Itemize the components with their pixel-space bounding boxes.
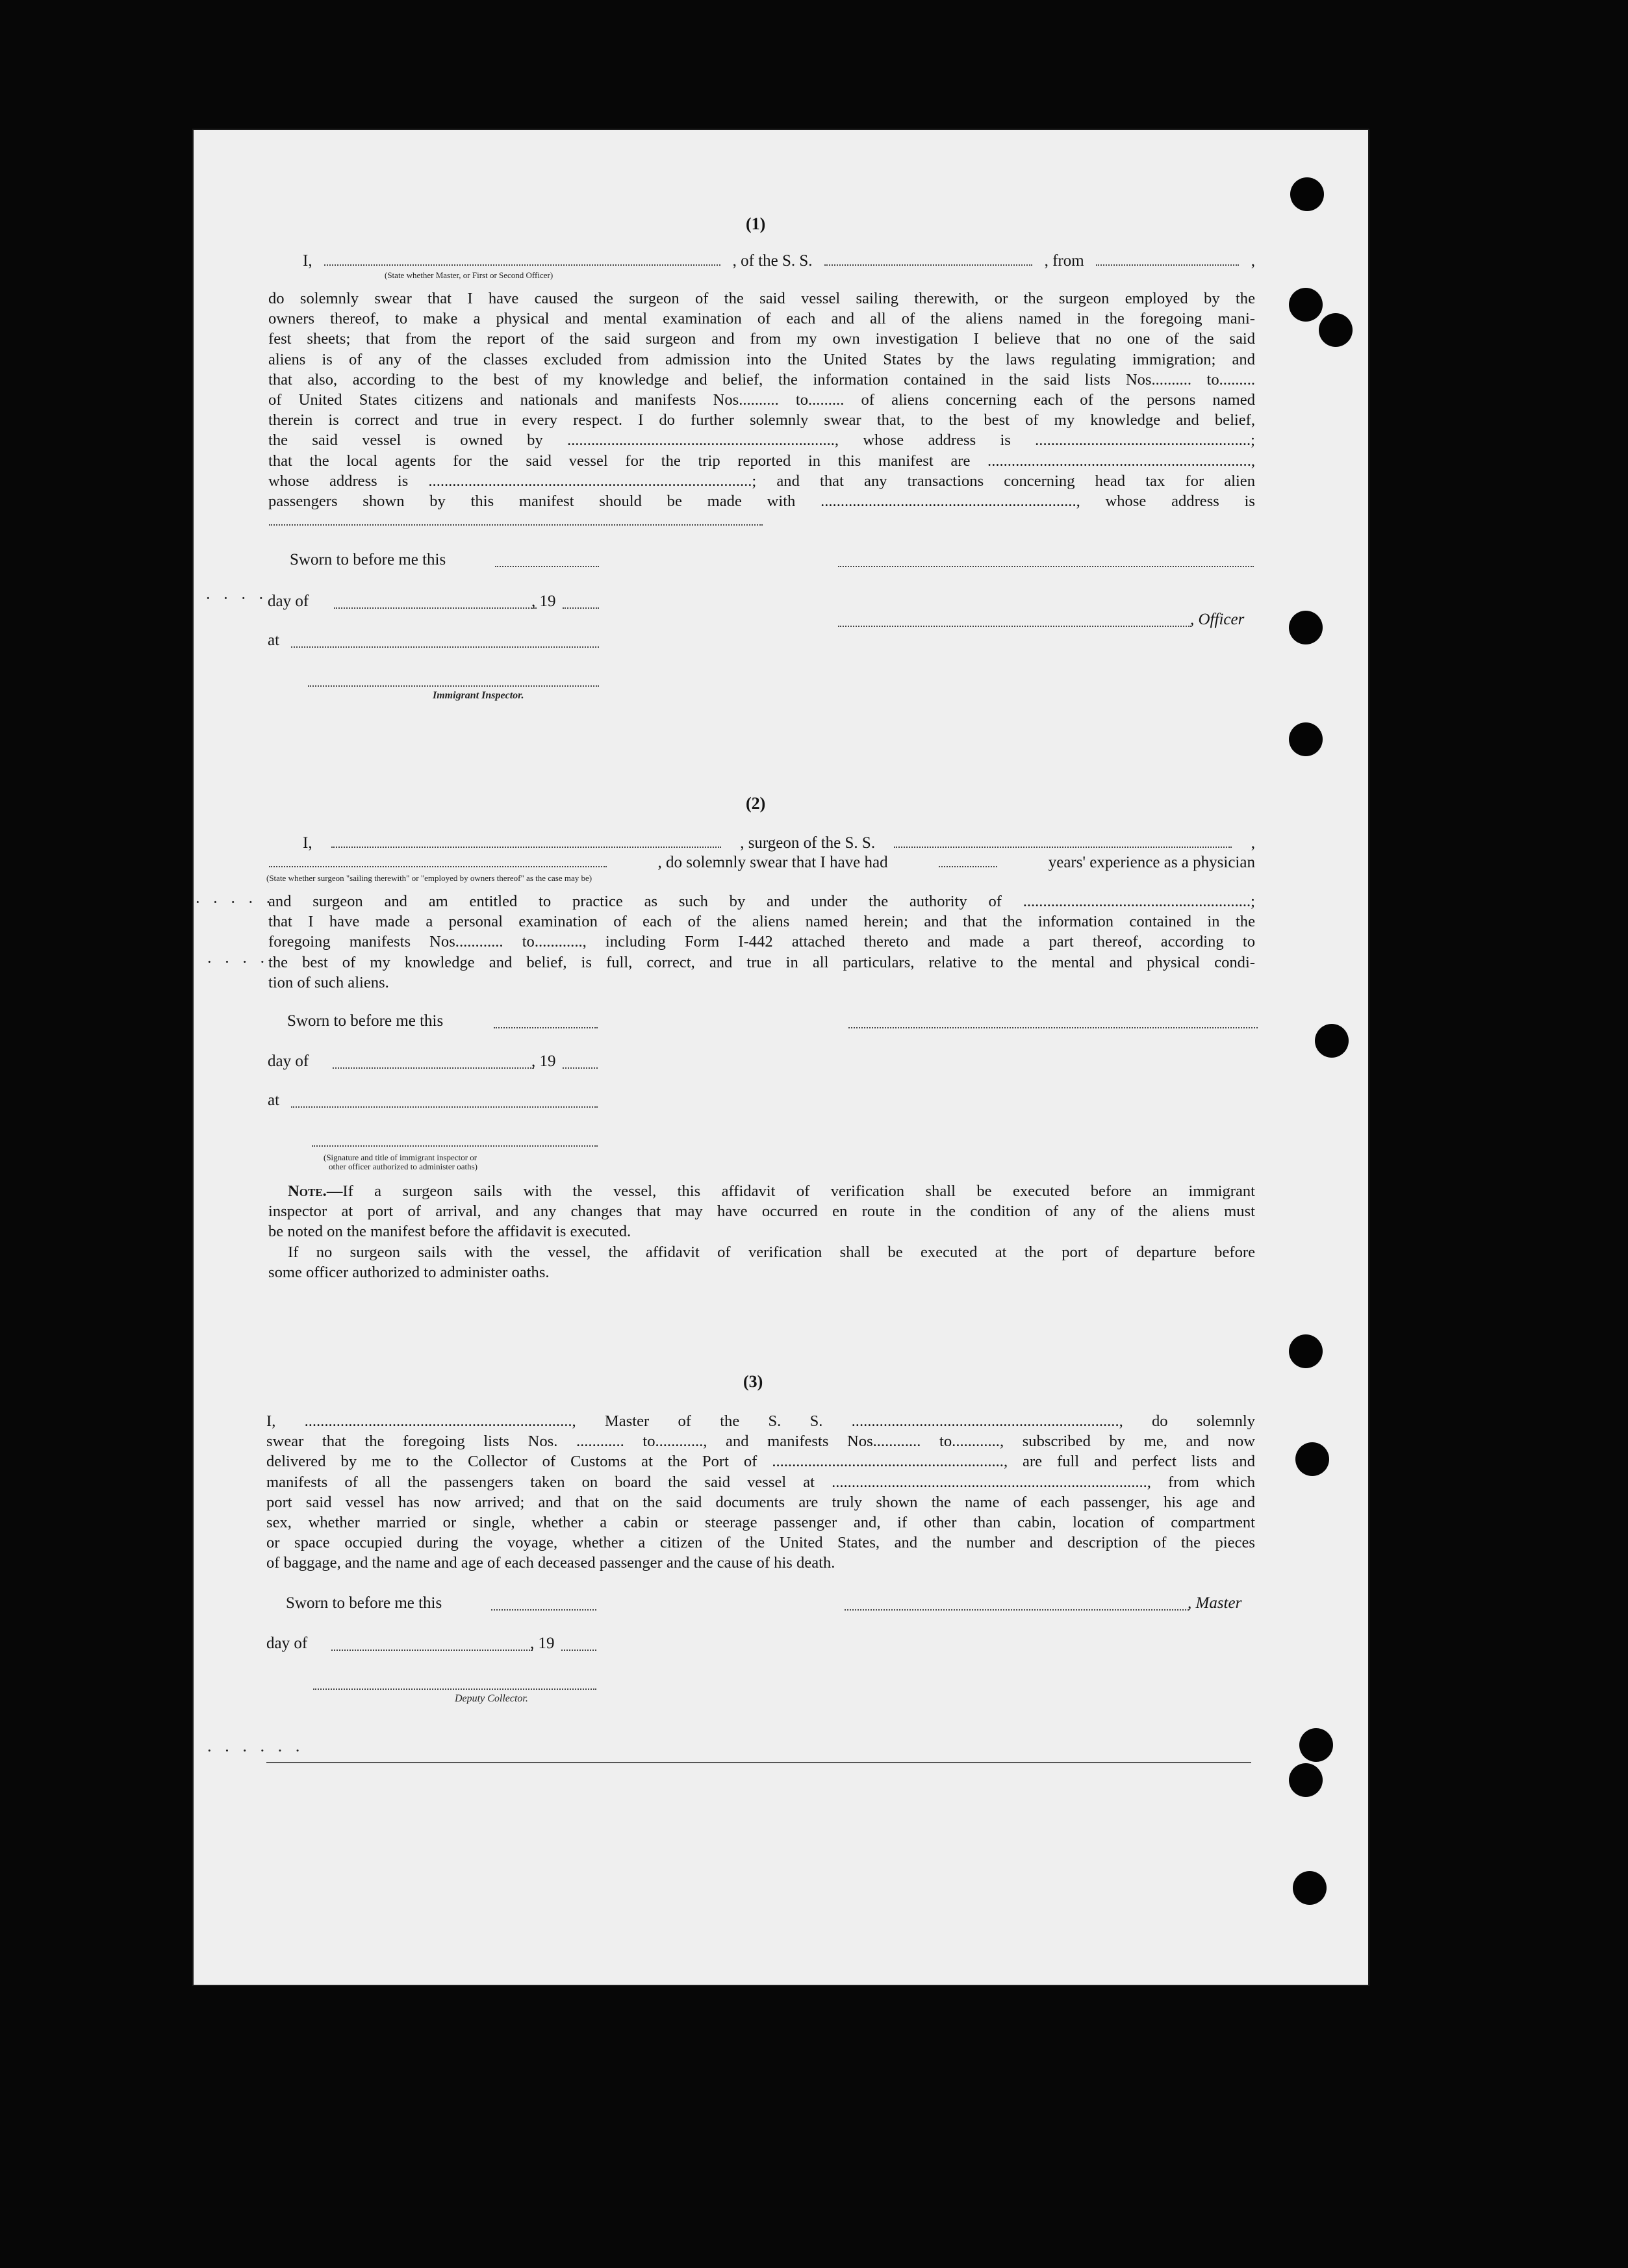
signature-line [845,1609,1189,1611]
blank-field [291,1106,598,1108]
s1-of-ss-label: , of the S. S. [732,252,813,270]
margin-dots: · · · · [207,952,270,971]
s1-end-comma: , [1251,252,1255,270]
margin-dots: · · · · · · [207,1741,305,1760]
s2-text-line: and surgeon and am entitled to practice as such by and under the authority of .........................................................; [268,893,1255,910]
s1-inspector-label: Immigrant Inspector. [433,690,524,701]
punch-hole [1299,1728,1333,1762]
s3-day-label: day of [266,1635,308,1652]
s3-sworn-label: Sworn to before me this [286,1594,442,1612]
s2-i-label: I, [303,834,312,852]
s3-master-label [1188,1594,1241,1612]
s3-text-line: sex, whether married or single, whether a cabin or steerage passenger and, if other than cabin, location of compartment [266,1514,1255,1532]
s2-end-comma: , [1251,834,1255,852]
blank-field [324,264,720,266]
blank-field [333,1067,534,1069]
s3-text-line: swear that the foregoing lists Nos. ............ to............, and manifests Nos............ to............, subscribed by me, and now [266,1433,1255,1451]
s2-line-1 [303,834,1255,852]
s3-text-line: I, ..................................................................., Master of the S. S. ..................................................................., do solemnly [266,1412,1255,1430]
blank-field [291,646,599,648]
s1-text-line: whose address is .................................................................................; and that any transactions concerning head tax for alien [268,472,1255,490]
s2-sig-note-2: other officer authorized to administer oaths) [329,1162,477,1171]
s2-years-label: years' experience as a physician [1048,854,1255,871]
s2-note-line: inspector at port of arrival, and any changes that may have occurred en route in the condition of any of the aliens must [268,1203,1255,1221]
blank-field [824,264,1032,266]
s2-note-line: some officer authorized to administer oaths. [268,1263,550,1281]
margin-dots: · · · · [205,589,268,607]
punch-hole [1319,313,1353,347]
punch-hole [1289,611,1323,644]
s1-text-line: of United States citizens and nationals and manifests Nos.......... to......... of aliens concerning each of the persons named [268,391,1255,409]
s2-sworn-label: Sworn to before me this [287,1012,444,1030]
bottom-rule [266,1762,1251,1763]
blank-field [331,846,721,848]
s3-text-line: delivered by me to the Collector of Customs at the Port of .........................................................., are full and perfect lists and [266,1453,1255,1471]
blank-field [563,607,599,609]
s3-text-line: port said vessel has now arrived; and that on the said documents are truly shown the name of each passenger, his age and [266,1493,1255,1511]
blank-field [269,865,607,867]
s1-year-label: , 19 [531,592,556,610]
signature-line [848,1026,1258,1028]
s1-text-line: that the local agents for the said vessel for the trip reported in this manifest are .................................................................., [268,452,1255,470]
s1-at-label: at [268,631,280,649]
officer-label: , Officer [1190,611,1245,628]
s2-state-note: (State whether surgeon "sailing therewith" or "employed by owners thereof" as the case may be) [266,873,592,883]
signature-line [308,685,599,687]
punch-hole [1289,1334,1323,1368]
s2-text-line: foregoing manifests Nos............ to............, including Form I-442 attached thereto and made a part thereof, according to [268,933,1255,951]
s2-note-line: be noted on the manifest before the affidavit is executed. [268,1223,631,1241]
s2-note-line [268,1181,1255,1201]
s2-year-label: , 19 [531,1052,556,1070]
punch-hole [1289,1763,1323,1797]
s3-text-line: manifests of all the passengers taken on board the said vessel at ..............................................................................., from which [266,1473,1255,1491]
s2-note-line-text: —If a surgeon sails with the vessel, this affidavit of verification shall be executed before an immigrant [326,1182,1255,1200]
s2-swear-label: , do solemnly swear that I have had [657,854,888,871]
s1-i-label: I, [303,252,312,270]
s3-collector-label: Deputy Collector. [455,1693,528,1704]
s1-sworn-label: Sworn to before me this [290,551,446,568]
signature-line [838,565,1254,567]
s2-at-label: at [268,1091,280,1109]
s1-from-label: , from [1044,252,1084,270]
s2-text-line: that I have made a personal examination of each of the aliens named herein; and that the information contained in the [268,913,1255,931]
signature-line [838,625,1191,627]
s3-year-label: , 19 [530,1635,555,1652]
s2-line-2 [266,854,1255,872]
s2-text-line: the best of my knowledge and belief, is full, correct, and true in all particulars, relative to the mental and physical condi- [268,953,1255,971]
margin-dots: · · · · · [195,893,275,911]
s1-officer-label [1190,611,1244,629]
blank-field [563,1067,598,1069]
s1-text-line: do solemnly swear that I have caused the surgeon of the said vessel sailing therewith, or the surgeon employed by the [268,290,1255,307]
s1-text-line: therein is correct and true in every respect. I do further solemnly swear that, to the best of my knowledge and belief, [268,411,1255,429]
s1-oath-text [268,288,1255,511]
section-2-heading: (2) [746,794,766,813]
blank-field [331,1649,533,1651]
blank-field [495,565,599,567]
s1-text-line: the said vessel is owned by ..................................................................., whose address is ......................................................; [268,431,1255,450]
s1-text-line: passengers shown by this manifest should be made with ................................................................, whose address is [268,492,1255,511]
s2-note-text [268,1181,1255,1282]
s1-day-label: day of [268,592,309,610]
s2-surgeon-of-label: , surgeon of the S. S. [740,834,876,852]
signature-line [312,1145,598,1147]
s1-text-line: fest sheets; that from the report of the said surgeon and from my own investigation I believe that no one of the said [268,330,1255,348]
s2-text-line: tion of such aliens. [268,973,389,991]
s3-oath-text [266,1411,1255,1574]
punch-hole [1295,1442,1329,1476]
blank-field [491,1609,596,1611]
s2-oath-text [268,891,1255,993]
s3-text-line: of baggage, and the name and age of each deceased passenger and the cause of his death. [266,1554,835,1572]
blank-field [334,607,537,609]
signature-line [313,1688,596,1690]
s3-text-line: or space occupied during the voyage, whether a citizen of the United States, and the number and description of the pieces [266,1534,1255,1552]
punch-hole [1290,177,1324,211]
blank-field [269,524,763,526]
s1-line-1 [303,252,1255,270]
s2-note-line: If no surgeon sails with the vessel, the affidavit of verification shall be executed at the port of departure before [288,1243,1255,1261]
s1-text-line: that also, according to the best of my knowledge and belief, the information contained in the said lists Nos.......... to......... [268,370,1255,389]
s2-sig-note-1: (Signature and title of immigrant inspector or [324,1153,477,1162]
s2-day-label: day of [268,1052,309,1070]
blank-field [561,1649,596,1651]
master-label: , Master [1188,1594,1242,1612]
section-3-heading: (3) [743,1372,763,1391]
blank-field [894,846,1232,848]
note-label: Note. [288,1182,327,1200]
blank-field [939,865,997,867]
blank-field [1096,264,1239,266]
s1-capacity-note: (State whether Master, or First or Second Officer) [385,270,553,280]
punch-hole [1293,1871,1327,1905]
s1-text-line: owners thereof, to make a physical and mental examination of each and all of the aliens named in the foregoing mani- [268,310,1255,328]
s1-text-line: aliens is of any of the classes excluded from admission into the United States by the laws regulating immigration; and [268,350,1255,368]
punch-hole [1315,1024,1349,1058]
section-1-heading: (1) [746,214,766,233]
punch-hole [1289,722,1323,756]
blank-field [494,1026,598,1028]
punch-hole [1289,288,1323,322]
